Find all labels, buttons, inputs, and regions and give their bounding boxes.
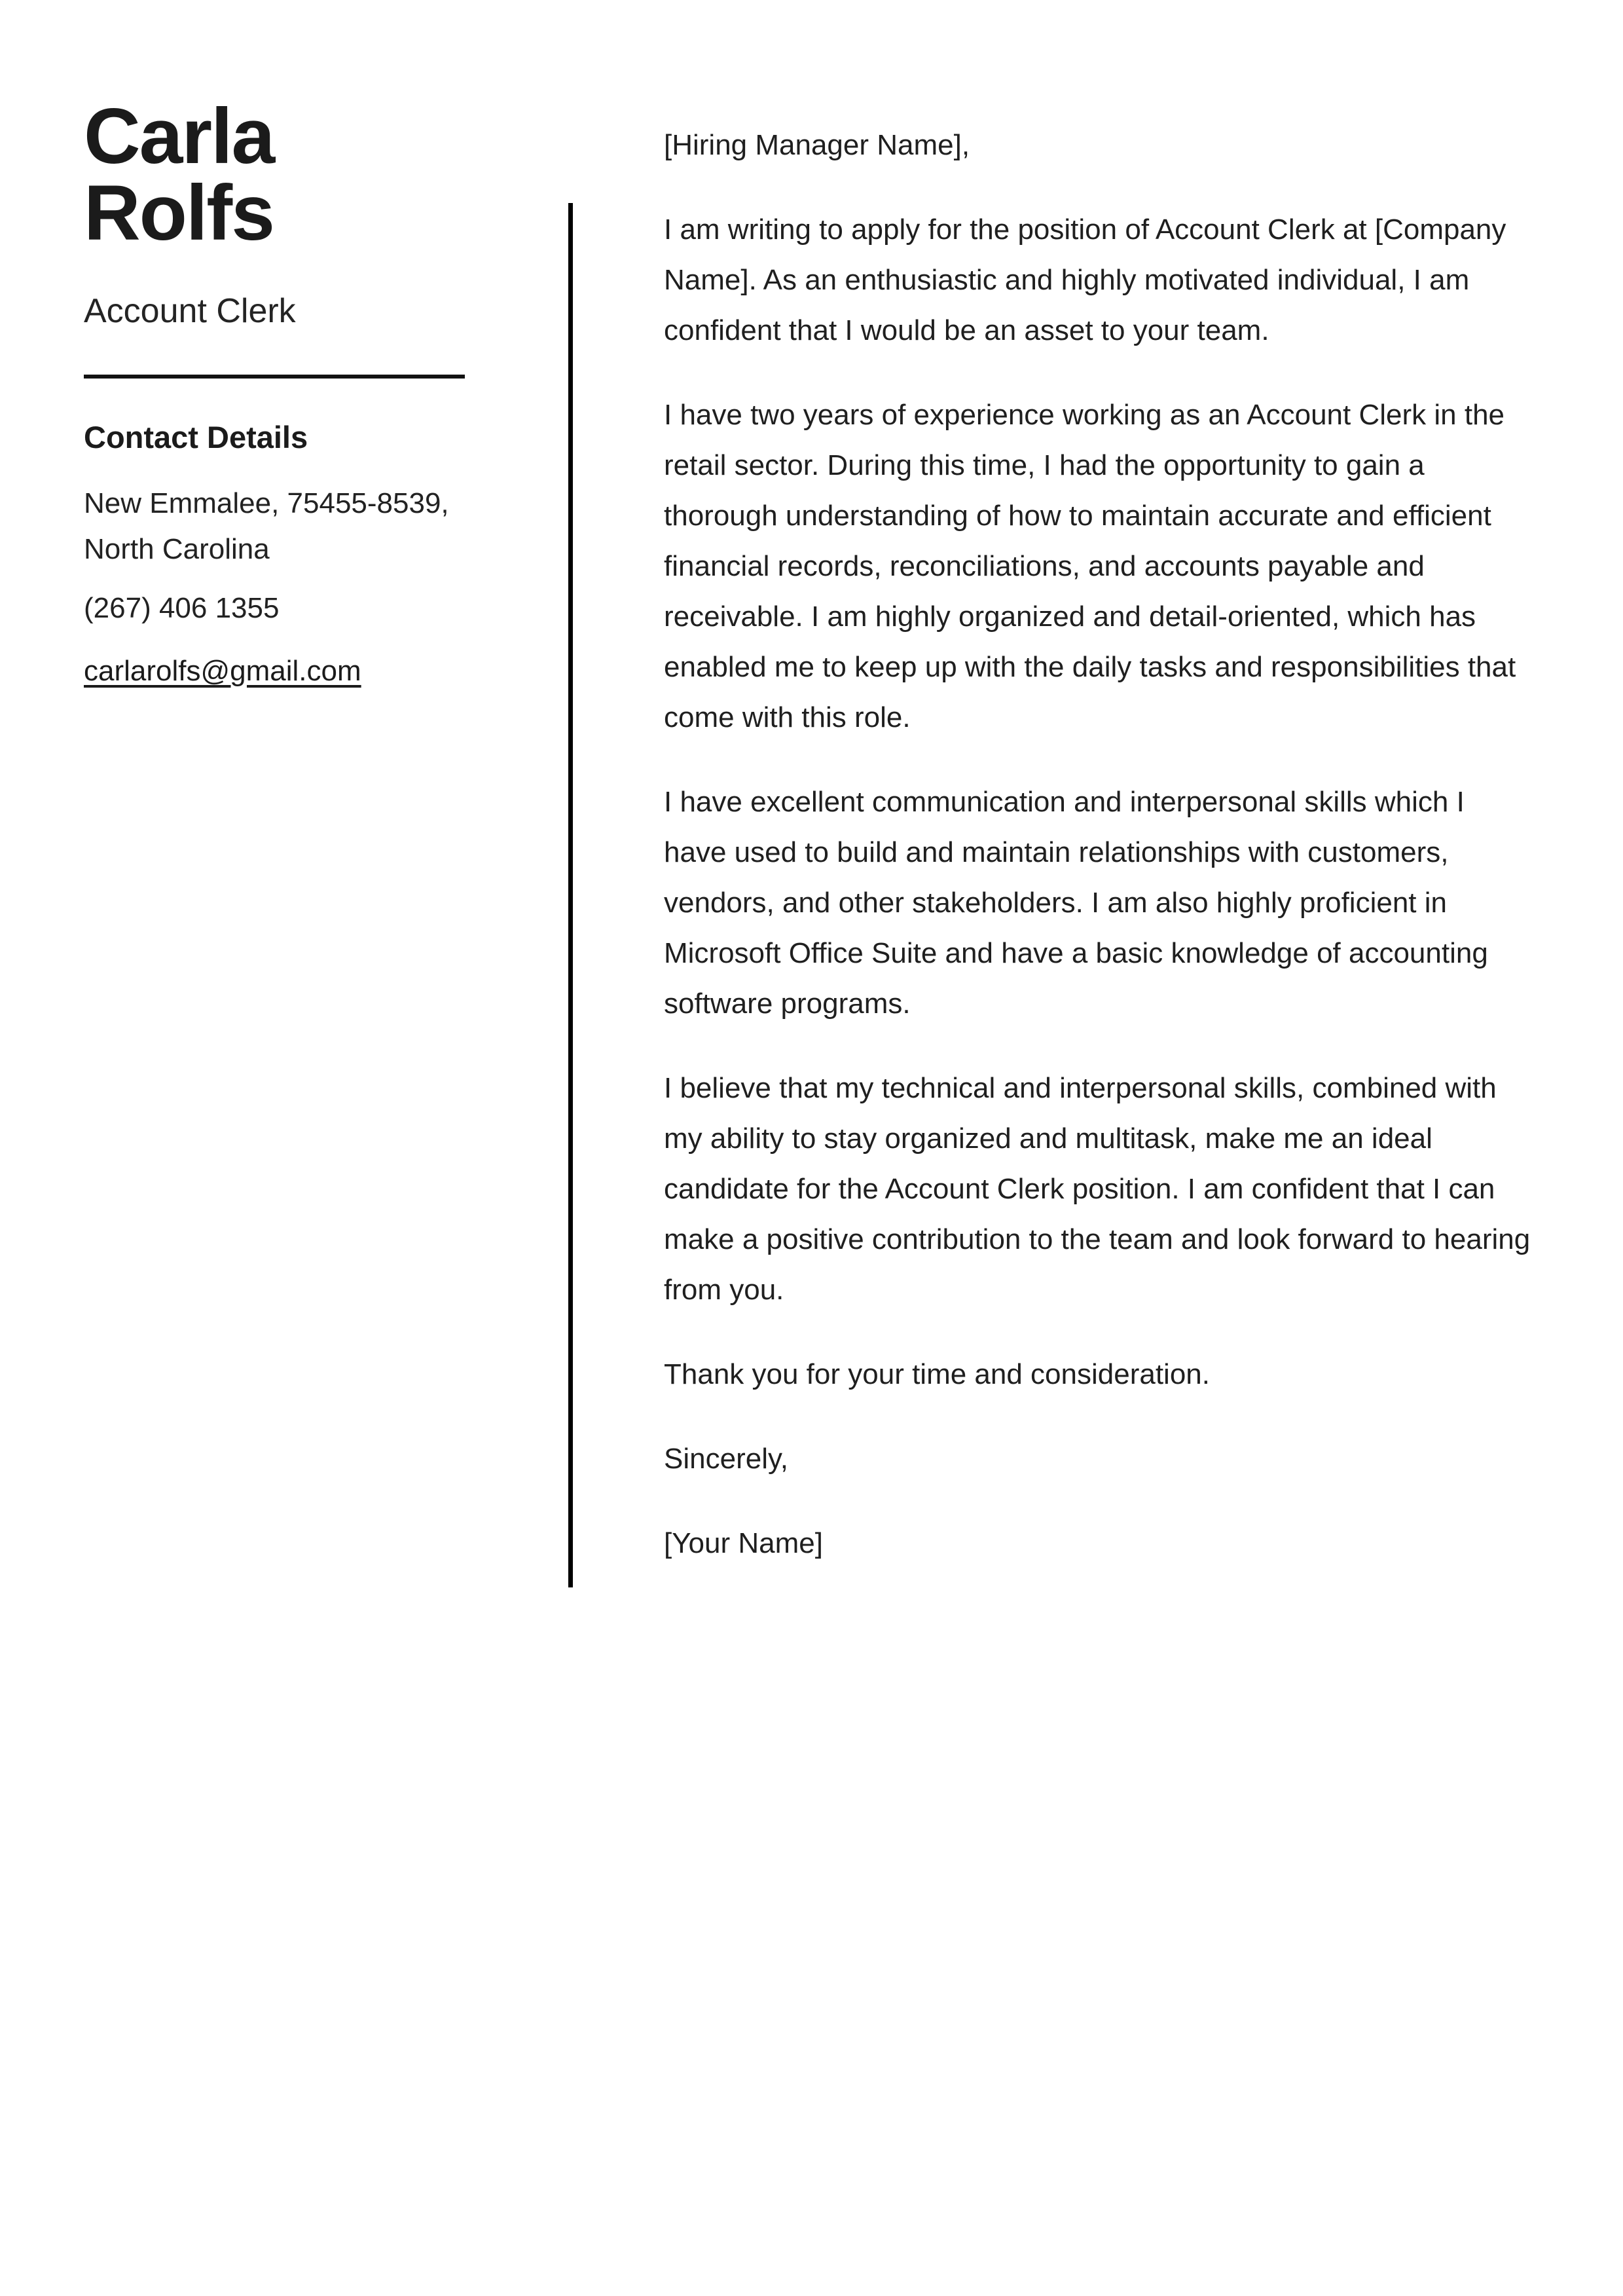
letter-paragraph: I am writing to apply for the position of Account Clerk at [Company Name]. As an enthusiastic and highly motivated individual, I am confident that I would be an asset to your team. (664, 213, 1506, 346)
candidate-last-name: Rolfs (84, 169, 274, 257)
address (84, 481, 503, 572)
thanks-line: Thank you for your time and consideration. (664, 1358, 1211, 1390)
candidate-first-name: Carla (84, 92, 274, 180)
letter-body (664, 120, 1535, 1568)
email-link[interactable]: carlarolfs@gmail.com (84, 655, 361, 687)
candidate-name (84, 92, 503, 257)
sidebar (84, 92, 503, 694)
letter-paragraph: I have two years of experience working as an Account Clerk in the retail sector. During this time, I had the opportunity to gain a thorough understanding of how to maintain accurate and efficient financial records, reconciliations, and accounts payable and receivable. I am highly organized and detail-oriented, which has enabled me to keep up with the daily tasks and responsibilities that come with this role. (664, 399, 1516, 733)
email-row (84, 648, 503, 694)
closing-line: Sincerely, (664, 1443, 788, 1475)
signature-placeholder: [Your Name] (664, 1527, 823, 1559)
section-divider-rule (84, 375, 465, 379)
address-line-1: New Emmalee, 75455-8539, (84, 487, 449, 519)
address-line-2: North Carolina (84, 533, 270, 565)
vertical-divider (568, 203, 573, 1587)
greeting: [Hiring Manager Name], (664, 129, 970, 161)
letter-paragraph: I have excellent communication and interpersonal skills which I have used to build and maintain relationships with customers, vendors, and other stakeholders. I am also highly proficient in Microsoft Office Suite and have a basic knowledge of accounting software programs. (664, 786, 1488, 1020)
letter-paragraph: I believe that my technical and interpersonal skills, combined with my ability to stay organized and multitask, make me an ideal candidate for the Account Clerk position. I am confident that I can make a positive contribution to the team and look forward to hearing from you. (664, 1072, 1531, 1306)
phone-number: (267) 406 1355 (84, 592, 280, 624)
job-title: Account Clerk (84, 292, 296, 330)
contact-details-heading: Contact Details (84, 420, 308, 454)
